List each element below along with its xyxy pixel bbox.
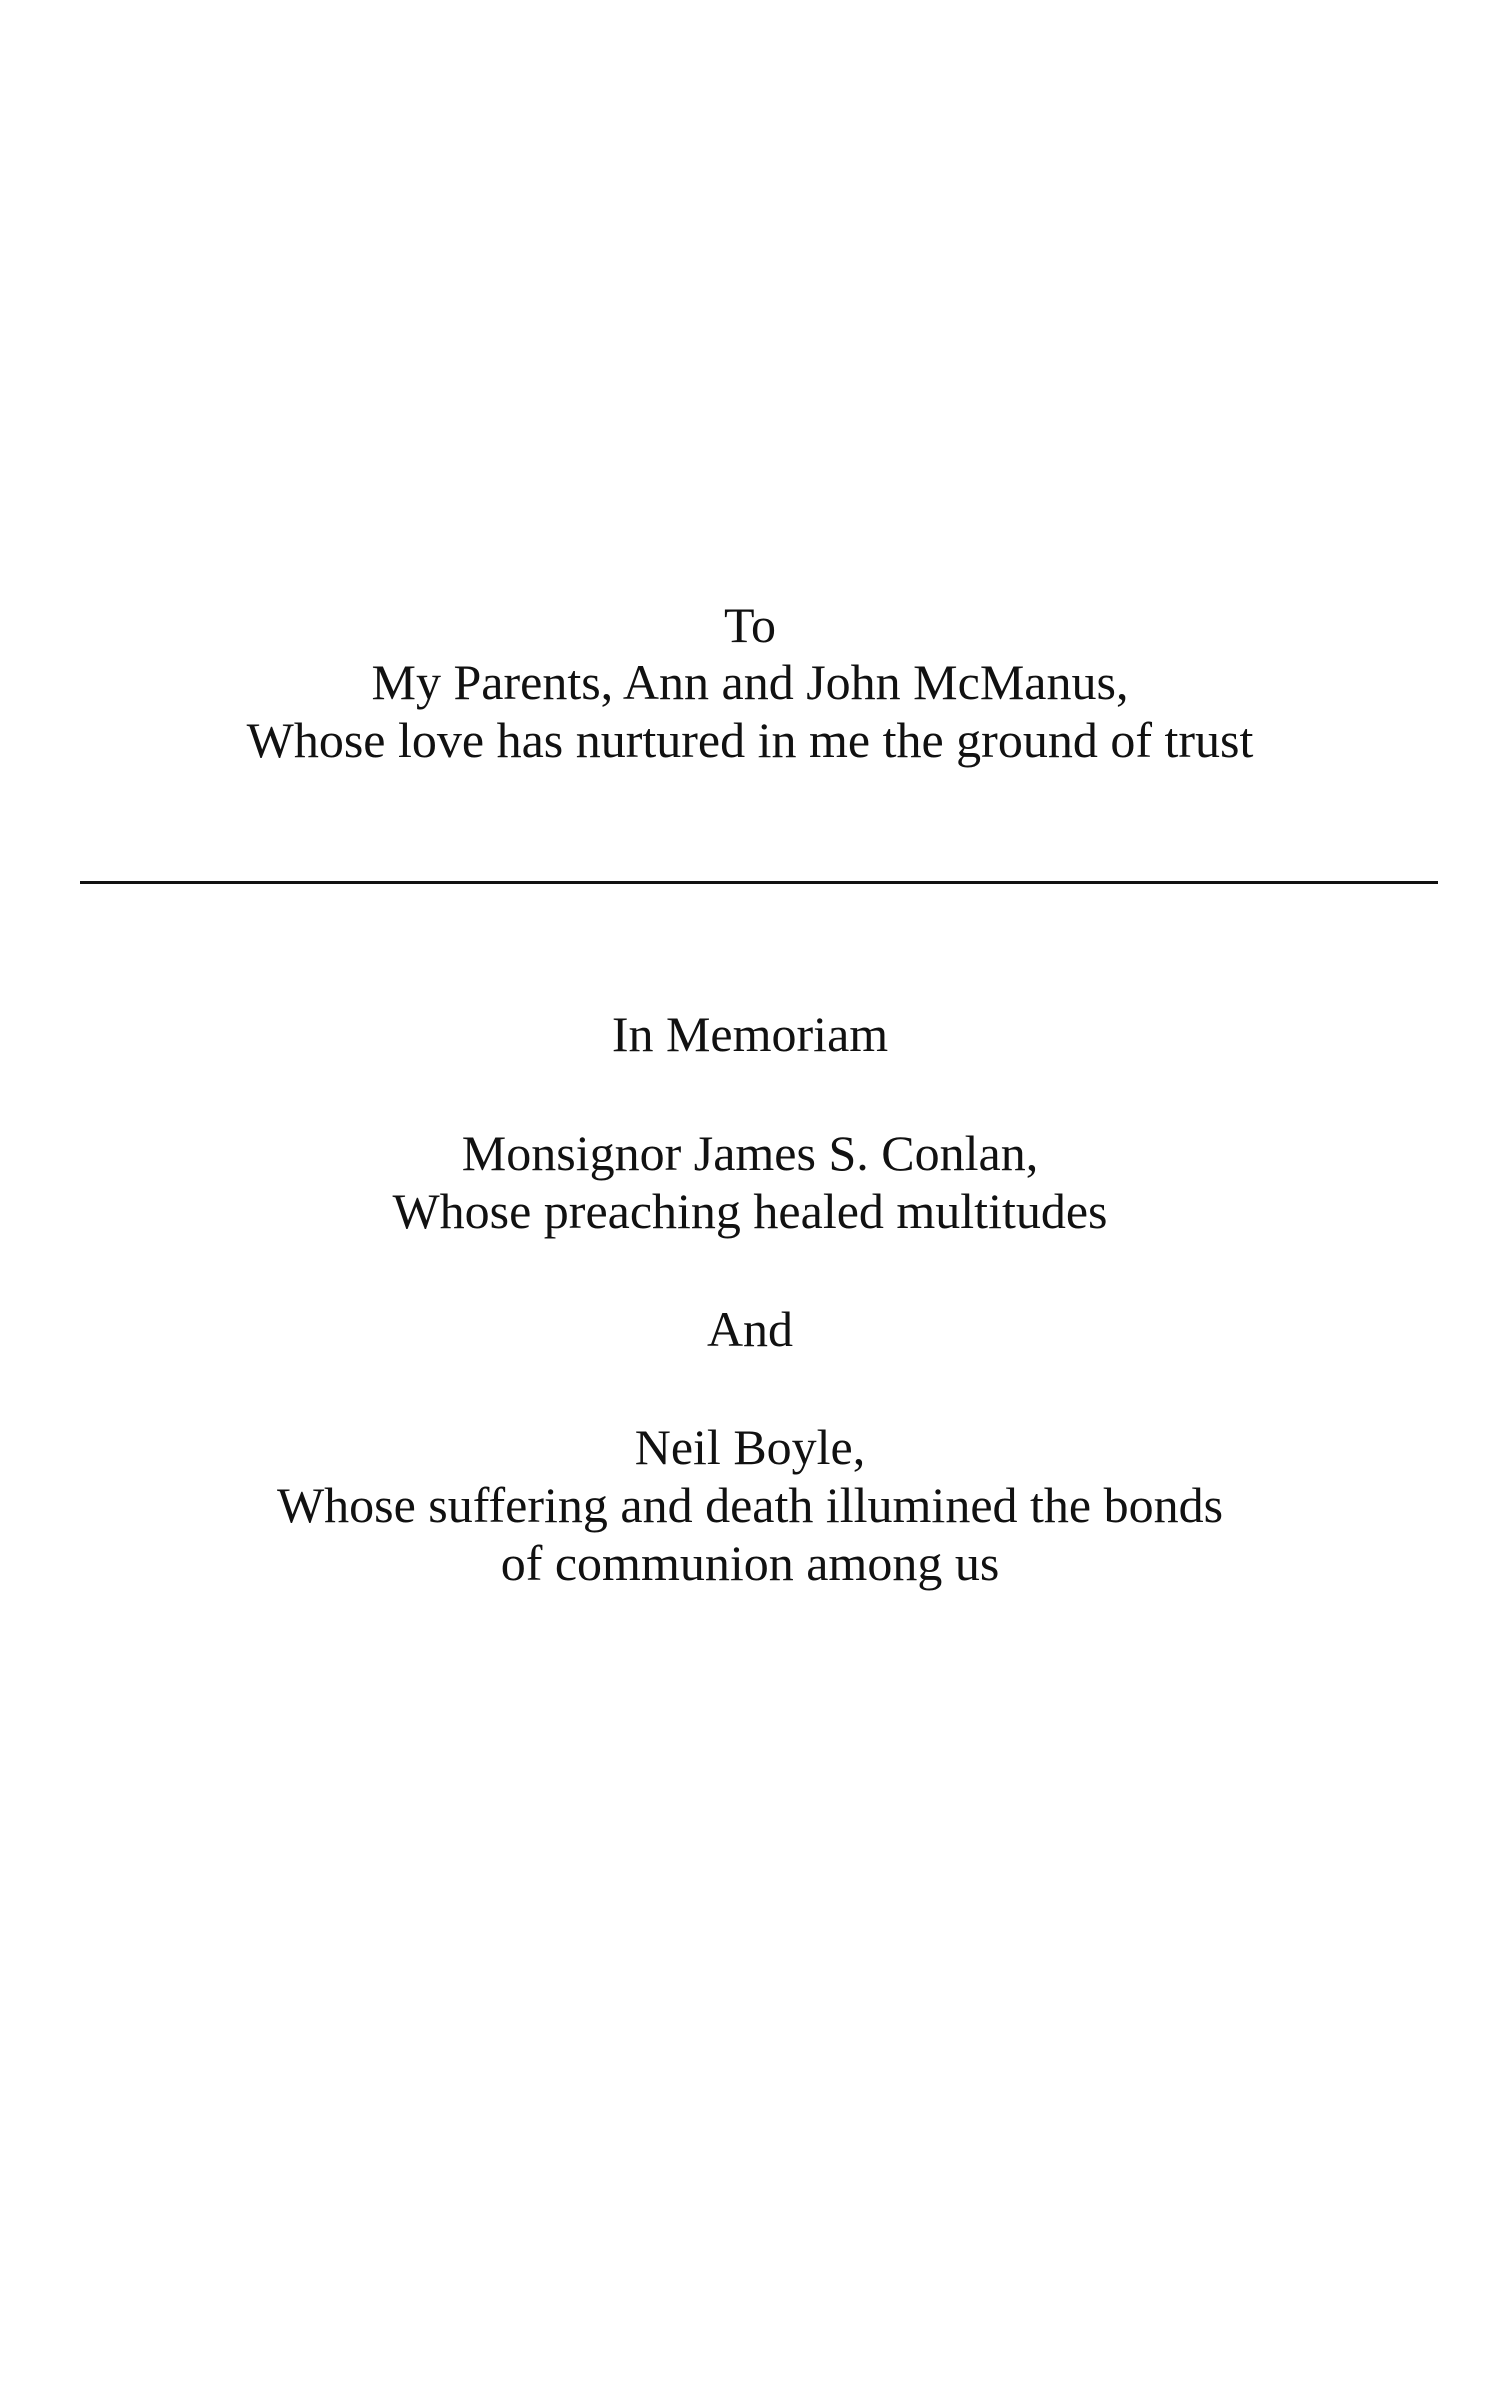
memoriam-heading: In Memoriam (611, 1006, 889, 1062)
dedication-to: To (723, 597, 777, 653)
memoriam-conlan-text: Whose preaching healed multitudes (392, 1183, 1108, 1239)
memoriam-boyle-text-line1: Whose suffering and death illumined the bonds (276, 1477, 1224, 1533)
section-divider (80, 881, 1438, 884)
memoriam-boyle-name: Neil Boyle, (634, 1419, 866, 1475)
dedication-parents: My Parents, Ann and John McManus, (371, 654, 1129, 710)
memoriam-and: And (706, 1301, 794, 1357)
dedication-trust-line: Whose love has nurtured in me the ground of trust (246, 712, 1254, 768)
memoriam-boyle-text-line2: of communion among us (500, 1535, 1000, 1591)
memoriam-conlan-name: Monsignor James S. Conlan, (461, 1125, 1039, 1181)
